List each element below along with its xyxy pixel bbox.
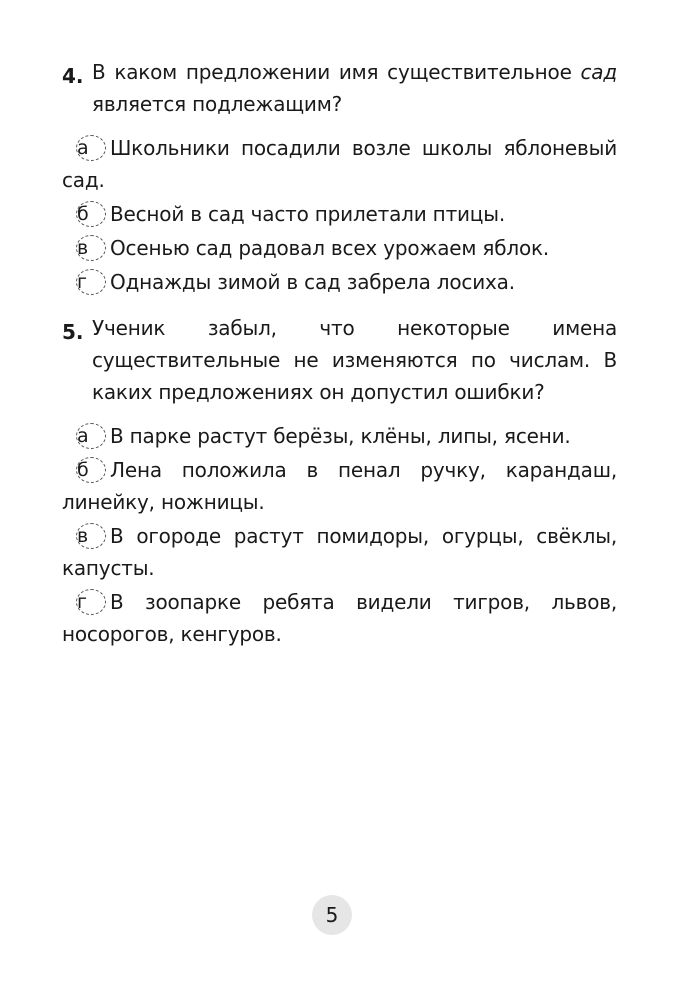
option-text: В зоопарке ребята видели тигров, львов, носорогов, кенгуров. <box>62 590 617 646</box>
question-text: Ученик забыл, что некоторые имена существительные не изменяются по числам. В каких предложениях он допустил ошибки? <box>92 316 617 404</box>
answer-option-v[interactable] <box>62 520 617 584</box>
question-number: 5. <box>62 320 84 344</box>
option-label-badge[interactable]: а <box>76 135 106 161</box>
answer-option-v[interactable] <box>62 232 617 264</box>
option-label-badge[interactable]: в <box>76 235 106 261</box>
answer-option-g[interactable] <box>62 586 617 650</box>
option-label-badge[interactable]: г <box>76 589 106 615</box>
question-text-italic: сад <box>580 60 617 84</box>
question-number: 4. <box>62 64 84 88</box>
answer-option-b[interactable] <box>62 198 617 230</box>
option-text: В парке растут берёзы, клёны, липы, ясени. <box>110 424 571 448</box>
answer-option-a[interactable] <box>62 132 617 196</box>
question-4 <box>0 56 700 300</box>
answer-option-b[interactable] <box>62 454 617 518</box>
option-text: В огороде растут помидоры, огурцы, свёклы, капусты. <box>62 524 617 580</box>
option-label-badge[interactable]: г <box>76 269 106 295</box>
option-label-badge[interactable]: а <box>76 423 106 449</box>
question-text <box>92 56 617 120</box>
question-text-part: является подлежащим? <box>92 92 343 116</box>
option-text: Весной в сад часто прилетали птицы. <box>110 202 505 226</box>
option-text: Однажды зимой в сад забрела лосиха. <box>110 270 515 294</box>
answer-option-a[interactable] <box>62 420 617 452</box>
option-label-badge[interactable]: б <box>76 457 106 483</box>
question-5 <box>0 312 700 652</box>
option-text: Школьники посадили возле школы яблоневый сад. <box>62 136 617 192</box>
answer-options <box>0 420 700 650</box>
option-text: Осенью сад радовал всех урожаем яблок. <box>110 236 550 260</box>
option-text: Лена положила в пенал ручку, карандаш, линейку, ножницы. <box>62 458 617 514</box>
option-label-badge[interactable]: б <box>76 201 106 227</box>
question-text-part: В каком предложении имя существительное <box>92 60 581 84</box>
page-number: 5 <box>312 895 352 935</box>
answer-option-g[interactable] <box>62 266 617 298</box>
answer-options <box>0 132 700 298</box>
option-label-badge[interactable]: в <box>76 523 106 549</box>
